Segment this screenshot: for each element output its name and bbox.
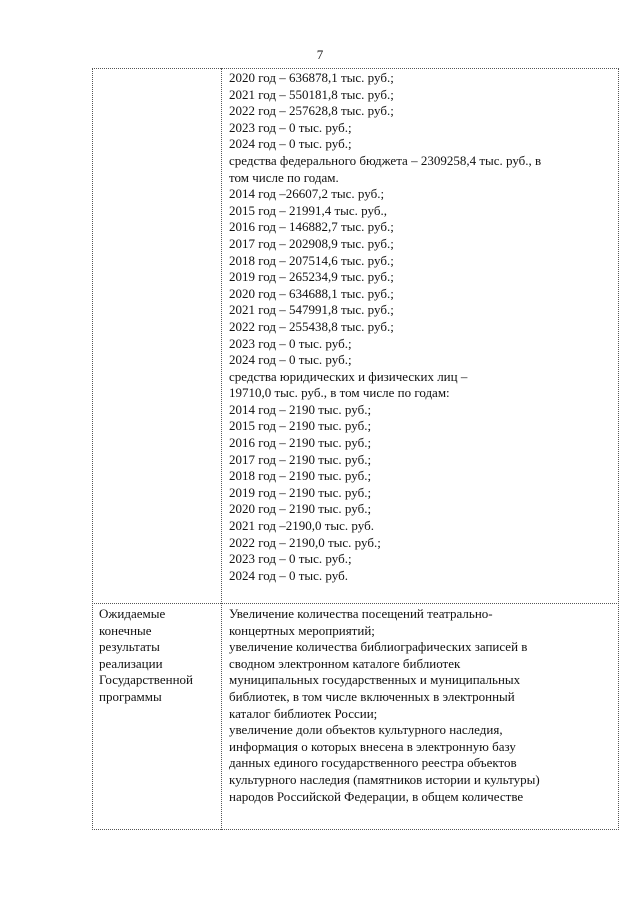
funding-line: 2016 год – 146882,7 тыс. руб.;	[229, 219, 394, 235]
funding-line: 2024 год – 0 тыс. руб.;	[229, 352, 352, 368]
funding-line: 2021 год –2190,0 тыс. руб.	[229, 518, 374, 534]
funding-line: 2017 год – 2190 тыс. руб.;	[229, 451, 372, 467]
funding-line: 2014 год –26607,2 тыс. руб.;	[229, 186, 385, 202]
funding-line: том числе по годам.	[229, 169, 339, 185]
funding-line: 2023 год – 0 тыс. руб.;	[229, 119, 352, 135]
row-divider	[92, 603, 619, 604]
results-text-line: Увеличение количества посещений театрально-	[229, 606, 493, 621]
page-number: 7	[316, 47, 324, 62]
funding-line: 2022 год – 2190,0 тыс. руб.;	[229, 534, 381, 550]
results-text-line: данных единого государственного реестра объектов	[229, 755, 517, 771]
funding-line: 2018 год – 2190 тыс. руб.;	[229, 468, 372, 484]
funding-line: 2023 год – 0 тыс. руб.;	[229, 551, 352, 567]
funding-line: 2020 год – 634688,1 тыс. руб.;	[229, 285, 394, 301]
results-text-line: библиотек, в том числе включенных в электронный	[229, 688, 515, 704]
funding-line: средства федерального бюджета – 2309258,4 тыс. руб., в	[229, 152, 542, 168]
results-text-cell	[229, 606, 614, 805]
funding-line: 2019 год – 2190 тыс. руб.;	[229, 484, 372, 500]
results-label-line: Ожидаемые	[99, 606, 166, 621]
funding-line: 2015 год – 21991,4 тыс. руб.,	[229, 202, 387, 218]
funding-line: 2014 год – 2190 тыс. руб.;	[229, 401, 372, 417]
results-text-line: народов Российской Федерации, в общем количестве	[229, 788, 524, 804]
results-label-line: Государственной	[99, 672, 194, 688]
funding-line: 2024 год – 0 тыс. руб.	[229, 567, 348, 583]
funding-line: 2016 год – 2190 тыс. руб.;	[229, 435, 372, 451]
results-text-line: увеличение количества библиографических записей в	[229, 639, 528, 655]
funding-line: 2021 год – 550181,8 тыс. руб.;	[229, 86, 394, 102]
column-divider	[221, 68, 222, 830]
results-label-line: результаты	[99, 639, 160, 655]
results-label-cell	[99, 606, 219, 706]
results-label-line: конечные	[99, 622, 152, 638]
funding-line: 2020 год – 636878,1 тыс. руб.;	[229, 70, 394, 85]
results-text-line: информация о которых внесена в электронную базу	[229, 738, 516, 754]
funding-line: 2017 год – 202908,9 тыс. руб.;	[229, 235, 394, 251]
results-text-line: концертных мероприятий;	[229, 622, 375, 638]
funding-line: 2023 год – 0 тыс. руб.;	[229, 335, 352, 351]
funding-line: 2022 год – 257628,8 тыс. руб.;	[229, 103, 394, 119]
funding-line: 2024 год – 0 тыс. руб.;	[229, 136, 352, 152]
results-label-line: реализации	[99, 655, 163, 671]
funding-line: 2015 год – 2190 тыс. руб.;	[229, 418, 372, 434]
funding-line: 2020 год – 2190 тыс. руб.;	[229, 501, 372, 517]
results-label-line: программы	[99, 688, 162, 704]
funding-line: 2019 год – 265234,9 тыс. руб.;	[229, 269, 394, 285]
funding-line: 2022 год – 255438,8 тыс. руб.;	[229, 318, 394, 334]
results-text-line: увеличение доли объектов культурного наследия,	[229, 722, 503, 738]
funding-cell	[229, 70, 614, 584]
funding-line: средства юридических и физических лиц –	[229, 368, 468, 384]
funding-line: 2021 год – 547991,8 тыс. руб.;	[229, 302, 394, 318]
results-text-line: муниципальных государственных и муниципальных	[229, 672, 521, 688]
funding-line: 19710,0 тыс. руб., в том числе по годам:	[229, 385, 450, 401]
results-text-line: сводном электронном каталоге библиотек	[229, 655, 461, 671]
results-text-line: культурного наследия (памятников истории и культуры)	[229, 771, 540, 787]
results-text-line: каталог библиотек России;	[229, 705, 378, 721]
funding-line: 2018 год – 207514,6 тыс. руб.;	[229, 252, 394, 268]
